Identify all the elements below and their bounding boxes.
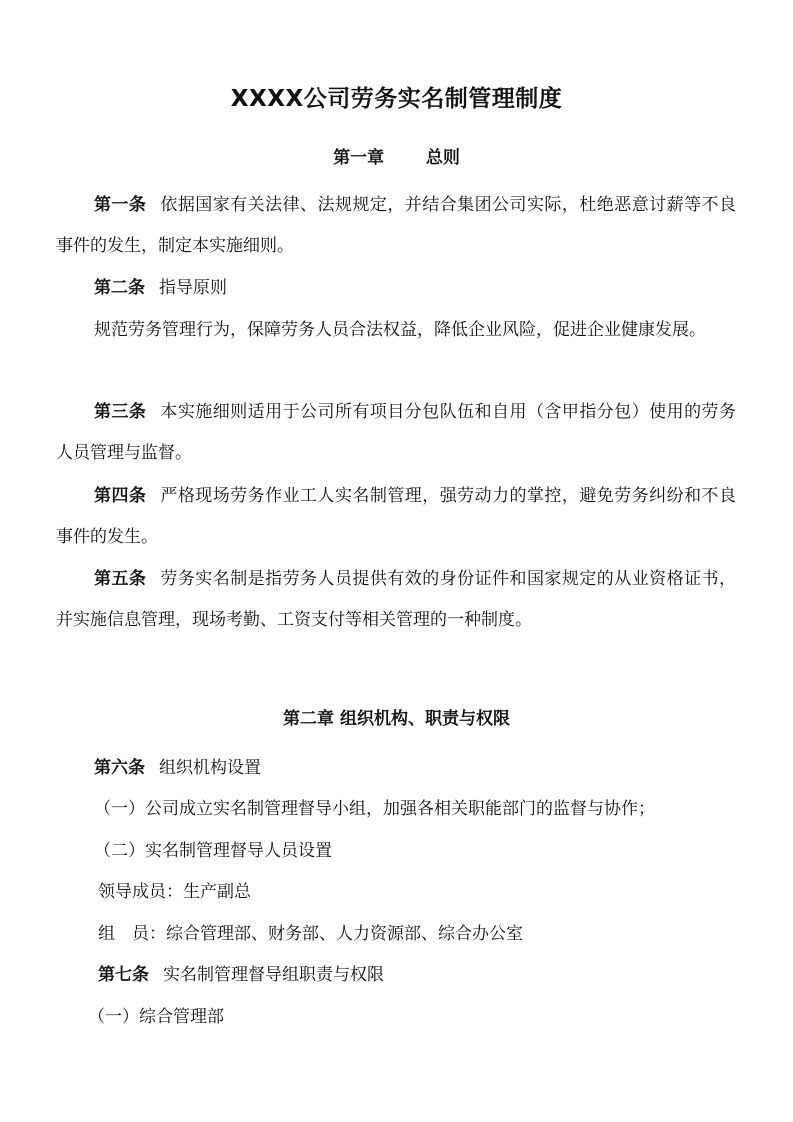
item-3: （一）综合管理部 xyxy=(88,1007,224,1027)
article-7 xyxy=(98,963,384,987)
article-5 xyxy=(56,559,736,641)
article-5-label: 第五条 xyxy=(94,569,147,589)
article-2-label: 第二条 xyxy=(94,278,145,298)
article-1 xyxy=(56,185,736,267)
article-5-text: 劳务实名制是指劳务人员提供有效的身份证件和国家规定的从业资格证书，并实施信息管理，现场考勤、工资支付等相关管理的一种制度。 xyxy=(56,569,737,630)
article-4-text: 严格现场劳务作业工人实名制管理，强劳动力的掌控，避免劳务纠纷和不良事件的发生。 xyxy=(56,486,737,547)
chapter-1-name: 总则 xyxy=(425,148,460,168)
article-6-text: 组织机构设置 xyxy=(159,758,261,778)
article-2-text: 指导原则 xyxy=(159,278,227,298)
article-1-text: 依据国家有关法律、法规规定，并结合集团公司实际，杜绝恶意讨薪等不良事件的发生，制定本实施细则。 xyxy=(56,195,737,256)
article-2 xyxy=(56,268,736,309)
article-1-label: 第一条 xyxy=(94,195,147,215)
members-line: 组 员：综合管理部、财务部、人力资源部、综合办公室 xyxy=(98,924,523,944)
article-3-text: 本实施细则适用于公司所有项目分包队伍和自用（含甲指分包）使用的劳务人员管理与监督。 xyxy=(56,402,737,463)
article-2-body: 规范劳务管理行为，保障劳务人员合法权益，降低企业风险，促进企业健康发展。 xyxy=(94,320,706,340)
article-4 xyxy=(56,476,736,558)
chapter-1-heading xyxy=(0,143,793,168)
article-3 xyxy=(56,392,736,474)
chapter-2-heading: 第二章 组织机构、职责与权限 xyxy=(283,709,510,729)
article-4-label: 第四条 xyxy=(94,486,147,506)
chapter-1-number: 第一章 xyxy=(333,148,385,168)
document-title: XXXX公司劳务实名制管理制度 xyxy=(230,86,563,112)
item-1: （一）公司成立实名制管理督导小组，加强各相关职能部门的监督与协作； xyxy=(94,799,655,819)
article-7-label: 第七条 xyxy=(98,965,149,985)
article-6 xyxy=(94,756,261,780)
article-6-label: 第六条 xyxy=(94,758,145,778)
item-2: （二）实名制管理督导人员设置 xyxy=(94,841,332,861)
article-3-label: 第三条 xyxy=(94,402,147,422)
article-7-text: 实名制管理督导组职责与权限 xyxy=(163,965,384,985)
leader-line: 领导成员：生产副总 xyxy=(98,882,251,902)
